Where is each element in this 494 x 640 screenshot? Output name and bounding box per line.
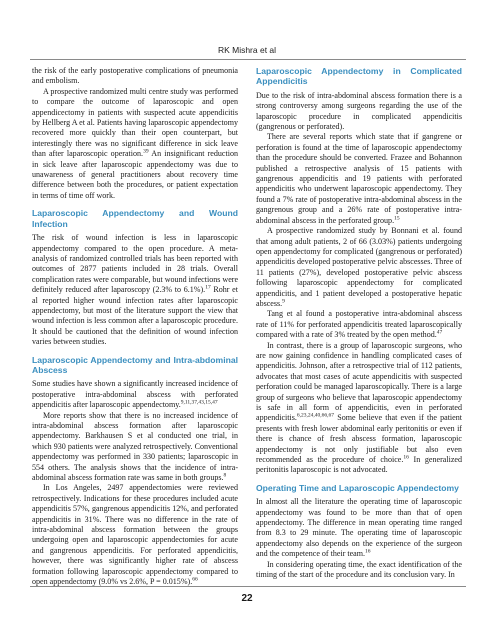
- citation: 16: [365, 548, 371, 555]
- paragraph: A prospective randomized multi centre study was performed to compare the outcome of laparoscopic and open appendicectomy in patients with suspected acute appendicitis by Hellberg A et al. Patients having laparoscopic appendectomy recovered more quickly than their open counterpart, but interestingly there was no significant difference in sick leave than after laparoscopic operation.$^{39}$ An insignificant reduction in sick leave after laparoscopic appendectomy was due to unawareness of general practitioners about recovery time difference between both the procedures, or patient expectation in terms of time off work.: [32, 86, 238, 200]
- citation: 66: [192, 576, 198, 583]
- paragraph: Tang et al found a postoperative intra-abdominal abscess rate of 11% for perforated appendicitis treated laparoscopically compared with a rate of 3% treated by the open method.$^{47}$: [256, 309, 462, 340]
- citation: 16: [403, 454, 409, 461]
- citation: 9,11,37,43,15,47: [180, 399, 218, 406]
- paragraph: More reports show that there is no increased incidence of intra-abdominal abscess formation after laparoscopic appendectomy. Barkhausen S et al conducted one trial, in which 930 patients were analyzed retrospectively. Conventional appendectomy was performed in 330 patients; laparoscopic in 554 others. The analysis shows that the incidence of intra-abdominal abscess formation rate was same in both groups.$^8$: [32, 410, 238, 483]
- citation: 8: [223, 472, 227, 479]
- header-rule: [30, 59, 466, 60]
- citation: 15: [394, 215, 400, 222]
- section-heading: Laparoscopic Appendectomy and Wound Infection: [32, 208, 238, 229]
- paragraph: In contrast, there is a group of laparoscopic surgeons, who are now gaining confidence in handling complicated cases of appendicitis. Johnson, after a retrospective trial of 112 patients, advocates that most cases of acute appendicitis with suspected perforation could be managed laparoscopically. There is a large group of surgeons who believe that laparoscopic appendectomy is safe in all form of appendicitis, even in perforated appendicitis.$^{6,23,24,40,66,67}$ Some believe that even if the patient presents with fresh lower abdominal early peritonitis or even if there is chance of fresh abscess formation, laparoscopic appendectomy is not only justifiable but also even recommended as the procedure of choice.$^{16}$ In generalized peritonitis laparoscopic is not advocated.: [256, 340, 462, 475]
- section-heading: Operating Time and Laparoscopic Appendectomy: [256, 482, 459, 493]
- paragraph: The risk of wound infection is less in laparoscopic appendectomy compared to the open procedure. A meta-analysis of randomized controlled trials has been reported with outcomes of 2877 patients included in 28 trials. Overall complication rates were comparable, but wound infections were definitely reduced after laparoscopy (2.3% to 6.1%).$^{17}$ Rohr et al reported higher wound infection rates after laparoscopic appendectomy, but most of the literature support the view that wound infection is less common after a laparoscopic procedure. It should be cautioned that the definition of wound infection varies between studies.: [32, 233, 238, 347]
- section-heading: Laparoscopic Appendectomy and Intra-abdominal Abscess: [32, 354, 238, 375]
- right-column: [256, 66, 462, 586]
- citation: 9: [282, 298, 285, 305]
- citation: 6,23,24,40,66,67: [296, 412, 335, 419]
- citation: 39: [143, 148, 149, 155]
- page-number: 22: [241, 593, 253, 604]
- paragraph: There are several reports which state that if gangrene or perforation is found at the time of laparoscopic appendectomy than the procedure should be converted. Frazee and Bohannon published a retrospective analysis of 15 patients with gangrenous appendicitis and 19 patients with perforated appendicitis who underwent laparoscopic appendectomy. They found a 7% rate of postoperative intra-abdominal abscess in the gangrenous group and a 26% rate of postoperative intra-abdominal abscess in the perforated group.$^{15}$: [256, 132, 462, 225]
- paragraph: A prospective randomized study by Bonnani et al. found that among adult patients, 2 of 66 (3.03%) patients undergoing open appendectomy for complicated (gangrenous or perforated) appendicitis developed postoperative pelvic abscesses. Three of 11 patients (27%), developed postoperative pelvic abscess following laparoscopic appendectomy for complicated appendicitis, and 1 patient developed a postoperative hepatic abscess.$^9$: [256, 226, 462, 308]
- paragraph: Some studies have shown a significantly increased incidence of postoperative intra-abdominal abscess with perforated appendicitis after laparoscopic appendectomy.$^{9,11,37,43,15,47}$: [32, 379, 238, 410]
- paragraph: the risk of the early postoperative complications of pneumonia and embolism.: [32, 66, 238, 86]
- section-heading: Laparoscopic Appendectomy in Complicated Appendicitis: [256, 66, 462, 87]
- paragraph: In considering operating time, the exact identification of the timing of the start of the procedure and its conclusion vary. In: [256, 559, 462, 580]
- citation: 47: [436, 329, 443, 336]
- paragraph: In Los Angeles, 2497 appendectomies were reviewed retrospectively. Indications for these procedures included acute appendicitis 57%, gangrenous appendicitis 12%, and perforated appendicitis in 31%. There was no difference in the rate of intra-abdominal abscess formation between the groups undergoing open and laparoscopic appendectomies for acute and gangrenous appendicitis. For perforated appendicitis, however, there was significantly higher rate of abscess formation following laparoscopic appendectomy compared to open appendectomy (9.0% vs 2.6%, P = 0.015%).$^{66}$: [32, 483, 238, 586]
- citation: 17: [205, 284, 211, 291]
- paragraph: In almost all the literature the operating time of laparoscopic appendectomy was found to be more than that of open appendectomy. The difference in mean operating time ranged from 8.3 to 29 minute. The operating time of laparoscopic appendectomy also depends on the experience of the surgeon and the competence of their team.$^{16}$: [256, 497, 462, 559]
- left-column: [32, 66, 238, 586]
- paragraph: Due to the risk of intra-abdominal abscess formation there is a strong controversy among surgeons regarding the use of the laparoscopic procedure in complicated appendicitis (gangrenous or perforated).: [256, 90, 462, 132]
- footer-rule: [30, 586, 466, 587]
- running-head: RK Mishra et al: [217, 45, 277, 55]
